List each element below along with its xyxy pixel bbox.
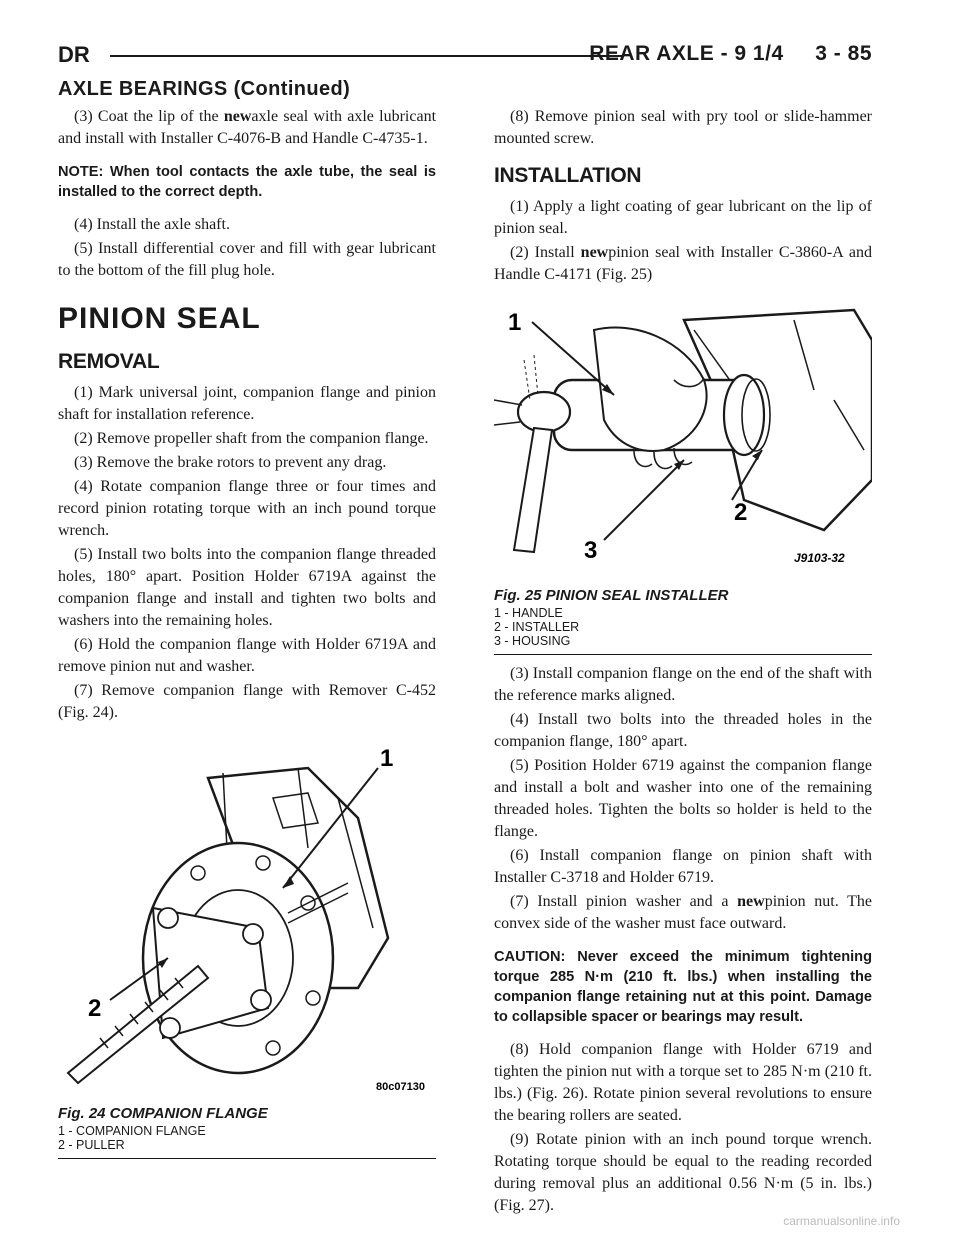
removal-step: (3) Remove the brake rotors to prevent any drag.	[74, 454, 387, 471]
header-right: REAR AXLE - 9 1/4 3 - 85	[589, 42, 872, 65]
figure-24	[58, 738, 436, 1159]
step-install-diff-cover: (5) Install differential cover and fill with gear lubricant to the bottom of the fill plug hole.	[58, 240, 436, 279]
install-step: (5) Position Holder 6719 against the companion flange and install a bolt and washer into one of the remaining threaded holes. Tighten the bolts so holder is held to the flange.	[494, 757, 872, 840]
header-rule	[110, 55, 622, 57]
removal-step: (7) Remove companion flange with Remover C-452 (Fig. 24).	[58, 682, 436, 721]
install-step: (8) Hold companion flange with Holder 6719 and tighten the pinion nut with a torque set to 285 N·m (210 ft. lbs.) (Fig. 26). Rotate pinion several revolutions to ensure the bearing rollers are seated.	[494, 1041, 872, 1124]
companion-flange-illustration	[58, 738, 436, 1098]
fig24-legend	[58, 1124, 436, 1152]
step-coat-seal: (3) Coat the lip of the newaxle seal with axle lubricant and install with Installer C-4076-B and Handle C-4735-1.	[58, 108, 437, 147]
left-column	[58, 106, 436, 1159]
installation-heading: INSTALLATION	[494, 164, 642, 187]
fig25-callout-1: 1	[508, 309, 522, 336]
continued-heading: AXLE BEARINGS (Continued)	[58, 78, 351, 100]
fig24-callout-1: 1	[380, 745, 394, 772]
fig24-code: 80c07130	[376, 1081, 425, 1093]
removal-step: (4) Rotate companion flange three or four times and record pinion rotating torque with an inch pound torque wrench.	[58, 478, 436, 539]
removal-heading: REMOVAL	[58, 350, 160, 373]
page-header	[58, 40, 872, 70]
legend-item: 1 - COMPANION FLANGE	[58, 1124, 206, 1138]
install-step: (6) Install companion flange on pinion shaft with Installer C-3718 and Holder 6719.	[494, 847, 872, 886]
step-install-axle-shaft: (4) Install the axle shaft.	[74, 216, 230, 233]
removal-step: (1) Mark universal joint, companion flange and pinion shaft for installation reference.	[58, 384, 436, 423]
installation-steps-continued	[494, 663, 872, 1217]
caution-torque: CAUTION: Never exceed the minimum tightening torque 285 N·m (210 ft. lbs.) when installing the companion flange retaining nut at this point. Damage to collapsible spacer or bearings may result.	[494, 949, 872, 1025]
install-step: (7) Install pinion washer and a newpinion nut. The convex side of the washer must face outward.	[494, 893, 873, 932]
legend-item: 1 - HANDLE	[494, 606, 563, 620]
install-step: (3) Install companion flange on the end of the shaft with the reference marks aligned.	[494, 665, 872, 704]
removal-step: (2) Remove propeller shaft from the companion flange.	[74, 430, 429, 447]
legend-item: 2 - PULLER	[58, 1138, 125, 1152]
fig25-code: J9103-32	[794, 551, 845, 565]
step-remove-pinion-seal: (8) Remove pinion seal with pry tool or slide-hammer mounted screw.	[494, 108, 872, 147]
watermark-footer: carmanualsonline.info	[783, 1214, 900, 1228]
note-seal-depth: NOTE: When tool contacts the axle tube, the seal is installed to the correct depth.	[58, 164, 436, 200]
legend-item: 2 - INSTALLER	[494, 620, 580, 634]
install-step: (9) Rotate pinion with an inch pound torque wrench. Rotating torque should be equal to the reading recorded during removal plus an additional 0.56 N·m (5 in. lbs.) (Fig. 27).	[494, 1131, 872, 1214]
fig24-caption: Fig. 24 COMPANION FLANGE	[58, 1105, 268, 1122]
removal-step: (5) Install two bolts into the companion flange threaded holes, 180° apart. Position Holder 6719A against the companion flange and install and tighten two bolts and washers into the remaining holes.	[58, 546, 436, 629]
fig25-callout-2: 2	[734, 499, 748, 526]
fig25-caption: Fig. 25 PINION SEAL INSTALLER	[494, 587, 729, 604]
pinion-seal-installer-illustration	[494, 300, 872, 580]
install-step: (4) Install two bolts into the threaded holes in the companion flange, 180° apart.	[494, 711, 872, 750]
fig25-callout-3: 3	[584, 537, 598, 564]
figure-25	[494, 300, 872, 655]
section-title: PINION SEAL	[58, 302, 261, 335]
install-step: (2) Install newpinion seal with Installer C-3860-A and Handle C-4171 (Fig. 25)	[494, 244, 873, 283]
install-step: (1) Apply a light coating of gear lubricant on the lip of pinion seal.	[494, 198, 872, 237]
legend-item: 3 - HOUSING	[494, 634, 571, 648]
removal-step: (6) Hold the companion flange with Holder 6719A and remove pinion nut and washer.	[58, 636, 436, 675]
header-left: DR	[58, 42, 90, 67]
right-column	[494, 106, 872, 1219]
fig25-legend	[494, 606, 872, 648]
fig24-callout-2: 2	[88, 995, 102, 1022]
